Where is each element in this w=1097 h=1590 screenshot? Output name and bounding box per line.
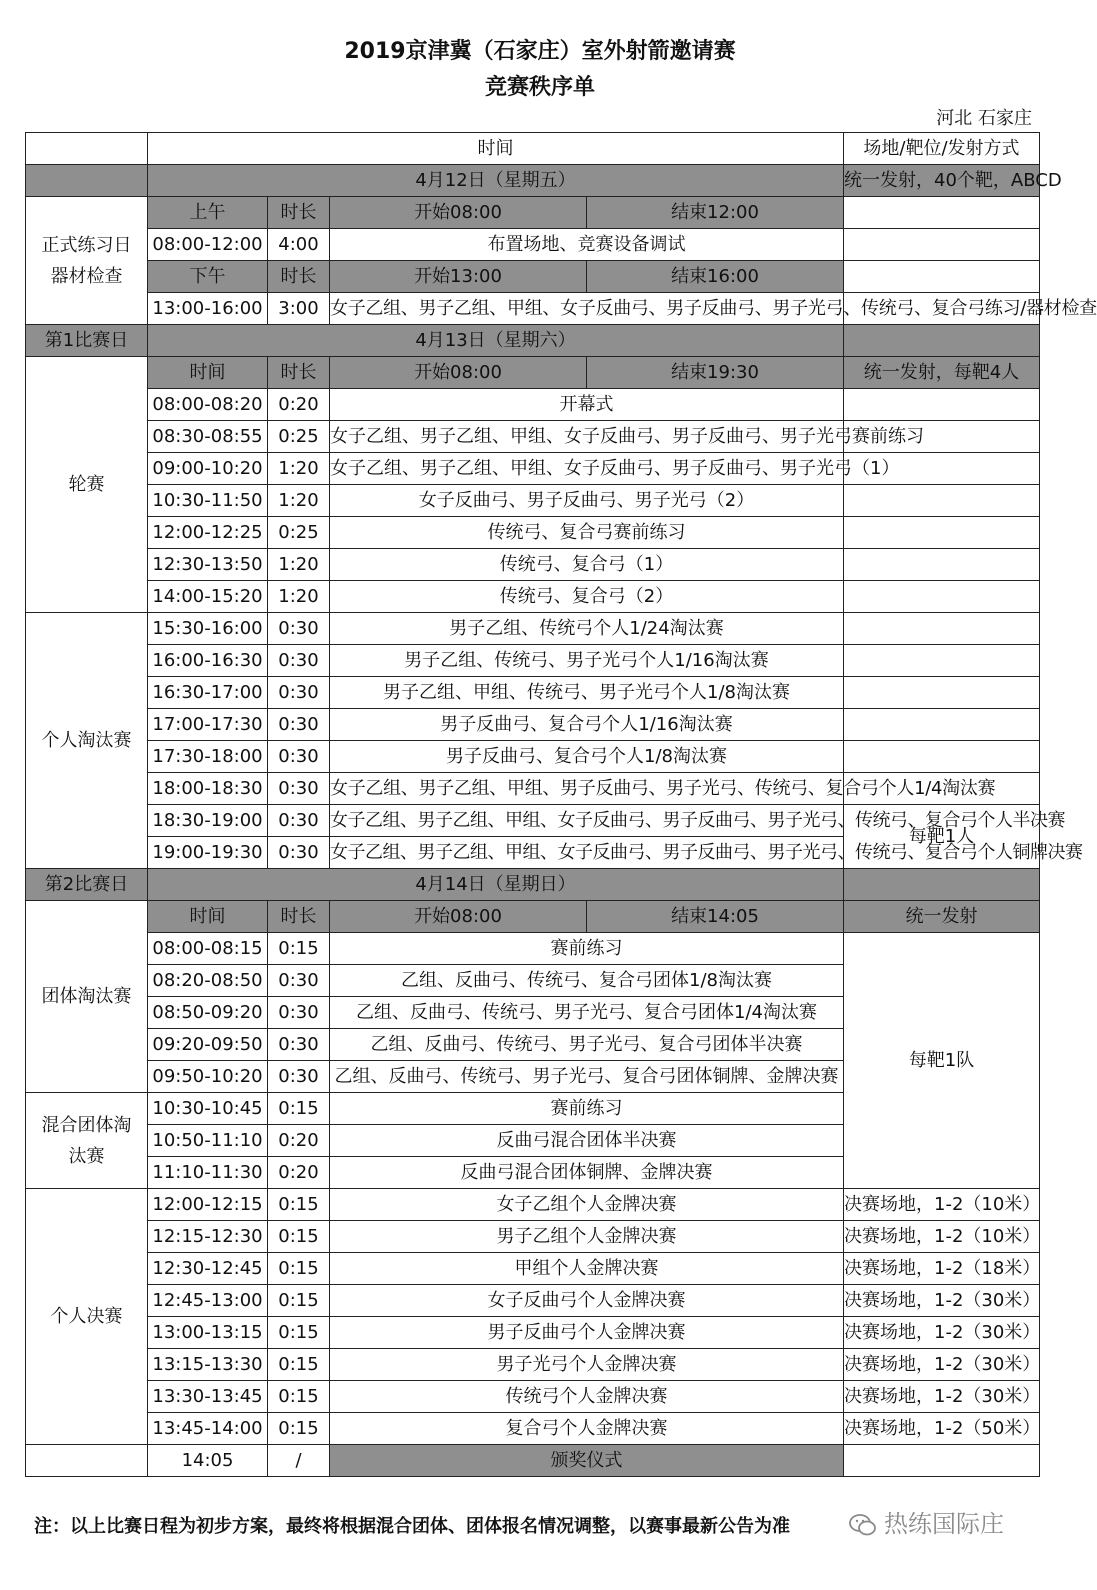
event-cell: 乙组、反曲弓、传统弓、男子光弓、复合弓团体1/4淘汰赛 (330, 997, 844, 1029)
duration-cell: 0:30 (268, 613, 330, 645)
duration-cell: 0:20 (268, 1125, 330, 1157)
venue-cell (844, 389, 1040, 421)
duration-cell: 0:30 (268, 741, 330, 773)
duration-cell: / (268, 1445, 330, 1477)
table-row (26, 1413, 1040, 1445)
time-cell: 08:00-08:15 (148, 933, 268, 965)
time-cell: 18:30-19:00 (148, 805, 268, 837)
end-label: 结束16:00 (587, 261, 844, 293)
event-cell: 布置场地、竞赛设备调试 (330, 229, 844, 261)
event-cell: 传统弓、复合弓赛前练习 (330, 517, 844, 549)
table-row (26, 1221, 1040, 1253)
time-cell: 16:30-17:00 (148, 677, 268, 709)
duration-cell: 0:15 (268, 933, 330, 965)
table-row (26, 1349, 1040, 1381)
time-cell: 10:50-11:10 (148, 1125, 268, 1157)
duration-cell: 0:15 (268, 1221, 330, 1253)
duration-cell: 0:15 (268, 1189, 330, 1221)
venue-head: 统一发射 (844, 901, 1040, 933)
table-row (26, 773, 1040, 805)
venue-cell: 决赛场地，1-2（10米） (844, 1221, 1040, 1253)
period-label: 下午 (148, 261, 268, 293)
end-label: 结束12:00 (587, 197, 844, 229)
event-cell: 男子乙组、甲组、传统弓、男子光弓个人1/8淘汰赛 (330, 677, 844, 709)
event-cell: 男子乙组、传统弓个人1/24淘汰赛 (330, 613, 844, 645)
time-cell: 12:30-13:50 (148, 549, 268, 581)
duration-cell: 0:15 (268, 1093, 330, 1125)
event-cell: 开幕式 (330, 389, 844, 421)
table-row (26, 1253, 1040, 1285)
event-cell: 反曲弓混合团体铜牌、金牌决赛 (330, 1157, 844, 1189)
table-row (26, 1285, 1040, 1317)
duration-cell: 0:30 (268, 997, 330, 1029)
blank-cell (26, 1445, 148, 1477)
time-cell: 08:30-08:55 (148, 421, 268, 453)
duration-cell: 0:20 (268, 1157, 330, 1189)
venue-cell: 决赛场地，1-2（10米） (844, 1189, 1040, 1221)
section-label (26, 1093, 148, 1189)
time-cell: 19:00-19:30 (148, 837, 268, 869)
time-cell: 12:30-12:45 (148, 1253, 268, 1285)
end-label: 结束19:30 (587, 357, 844, 389)
duration-cell: 0:30 (268, 677, 330, 709)
event-cell: 男子反曲弓个人金牌决赛 (330, 1317, 844, 1349)
end-label: 结束14:05 (587, 901, 844, 933)
duration-cell: 0:25 (268, 517, 330, 549)
time-cell: 10:30-10:45 (148, 1093, 268, 1125)
venue-cell: 决赛场地，1-2（30米） (844, 1349, 1040, 1381)
event-cell: 女子乙组、男子乙组、甲组、女子反曲弓、男子反曲弓、男子光弓（1） (330, 453, 844, 485)
period-row (26, 197, 1040, 229)
duration-cell: 0:30 (268, 965, 330, 997)
time-cell: 13:00-13:15 (148, 1317, 268, 1349)
section-label-text: 正式练习日器材检查 (41, 234, 132, 287)
start-label: 开始13:00 (330, 261, 587, 293)
period-row (26, 901, 1040, 933)
event-cell: 男子反曲弓、复合弓个人1/8淘汰赛 (330, 741, 844, 773)
header-time: 时间 (148, 133, 844, 165)
duration-cell: 0:15 (268, 1381, 330, 1413)
watermark (848, 1504, 1004, 1539)
section-label (26, 197, 148, 325)
table-row (26, 805, 1040, 837)
time-cell: 14:00-15:20 (148, 581, 268, 613)
section-label: 轮赛 (26, 357, 148, 613)
venue-cell: 决赛场地，1-2（30米） (844, 1285, 1040, 1317)
time-cell: 17:00-17:30 (148, 709, 268, 741)
time-cell: 11:10-11:30 (148, 1157, 268, 1189)
venue-cell: 决赛场地，1-2（50米） (844, 1413, 1040, 1445)
venue-cell: 每靶1队 (844, 933, 1040, 1189)
venue-cell (844, 709, 1040, 741)
footnote: 注：以上比赛日程为初步方案，最终将根据混合团体、团体报名情况调整，以赛事最新公告为准 (34, 1516, 790, 1537)
time-cell: 13:45-14:00 (148, 1413, 268, 1445)
time-cell: 13:15-13:30 (148, 1349, 268, 1381)
venue-cell (844, 677, 1040, 709)
duration-cell: 1:20 (268, 453, 330, 485)
event-cell: 反曲弓混合团体半决赛 (330, 1125, 844, 1157)
event-cell: 乙组、反曲弓、传统弓、男子光弓、复合弓团体铜牌、金牌决赛 (330, 1061, 844, 1093)
venue-cell (844, 261, 1040, 293)
duration-label: 时长 (268, 357, 330, 389)
day-row (26, 325, 1040, 357)
duration-label: 时长 (268, 197, 330, 229)
time-head: 时间 (148, 901, 268, 933)
table-row (26, 1445, 1040, 1477)
time-cell: 09:00-10:20 (148, 453, 268, 485)
event-cell: 男子乙组个人金牌决赛 (330, 1221, 844, 1253)
venue-cell (844, 1445, 1040, 1477)
event-cell: 传统弓、复合弓（1） (330, 549, 844, 581)
time-cell: 08:20-08:50 (148, 965, 268, 997)
day-row (26, 165, 1040, 197)
table-row (26, 293, 1040, 325)
day-label: 第2比赛日 (26, 869, 148, 901)
event-cell: 乙组、反曲弓、传统弓、男子光弓、复合弓团体半决赛 (330, 1029, 844, 1061)
table-row (26, 1317, 1040, 1349)
start-label: 开始08:00 (330, 197, 587, 229)
day-venue (844, 325, 1040, 357)
duration-cell: 0:30 (268, 709, 330, 741)
event-cell: 女子乙组、男子乙组、甲组、女子反曲弓、男子反曲弓、男子光弓、传统弓、复合弓练习/器材检查 (330, 293, 844, 325)
schedule-table (25, 132, 1097, 1477)
period-label: 上午 (148, 197, 268, 229)
venue-cell (844, 517, 1040, 549)
event-cell: 乙组、反曲弓、传统弓、复合弓团体1/8淘汰赛 (330, 965, 844, 997)
duration-cell: 0:30 (268, 773, 330, 805)
event-cell: 女子乙组、男子乙组、甲组、女子反曲弓、男子反曲弓、男子光弓、传统弓、复合弓个人半决赛 (330, 805, 844, 837)
time-cell: 13:00-16:00 (148, 293, 268, 325)
table-row (26, 229, 1040, 261)
event-cell: 男子光弓个人金牌决赛 (330, 1349, 844, 1381)
time-cell: 15:30-16:00 (148, 613, 268, 645)
event-cell: 女子反曲弓个人金牌决赛 (330, 1285, 844, 1317)
location-label: 河北 石家庄 (936, 108, 1032, 129)
table-row (26, 421, 1040, 453)
time-cell: 12:45-13:00 (148, 1285, 268, 1317)
section-label: 个人决赛 (26, 1189, 148, 1445)
table-row (26, 517, 1040, 549)
event-cell: 颁奖仪式 (330, 1445, 844, 1477)
duration-cell: 0:15 (268, 1253, 330, 1285)
duration-cell: 0:15 (268, 1317, 330, 1349)
duration-cell: 0:30 (268, 837, 330, 869)
table-row (26, 613, 1040, 645)
time-cell: 09:20-09:50 (148, 1029, 268, 1061)
event-cell: 女子乙组、男子乙组、甲组、女子反曲弓、男子反曲弓、男子光弓赛前练习 (330, 421, 844, 453)
table-row (26, 933, 1040, 965)
table-row (26, 1381, 1040, 1413)
day-date: 4月13日（星期六） (148, 325, 844, 357)
section-label-text: 混合团体淘汰赛 (41, 1114, 132, 1167)
day-label (26, 165, 148, 197)
blank-cell (26, 133, 148, 165)
section-label: 团体淘汰赛 (26, 901, 148, 1093)
event-cell: 男子乙组、传统弓、男子光弓个人1/16淘汰赛 (330, 645, 844, 677)
event-cell: 男子反曲弓、复合弓个人1/16淘汰赛 (330, 709, 844, 741)
time-head: 时间 (148, 357, 268, 389)
table-row (26, 549, 1040, 581)
duration-cell: 0:15 (268, 1349, 330, 1381)
duration-cell: 0:15 (268, 1285, 330, 1317)
time-cell: 14:05 (148, 1445, 268, 1477)
duration-cell: 1:20 (268, 581, 330, 613)
venue-cell: 每靶1人 (844, 805, 1040, 869)
start-label: 开始08:00 (330, 357, 587, 389)
duration-cell: 0:20 (268, 389, 330, 421)
venue-cell: 决赛场地，1-2（30米） (844, 1381, 1040, 1413)
duration-cell: 0:30 (268, 1029, 330, 1061)
duration-label: 时长 (268, 261, 330, 293)
duration-label: 时长 (268, 901, 330, 933)
venue-cell (844, 549, 1040, 581)
duration-cell: 1:20 (268, 485, 330, 517)
time-cell: 13:30-13:45 (148, 1381, 268, 1413)
table-row (26, 485, 1040, 517)
event-cell: 传统弓、复合弓（2） (330, 581, 844, 613)
duration-cell: 0:30 (268, 1061, 330, 1093)
day-venue: 统一发射，40个靶，ABCD (844, 165, 1040, 197)
venue-cell (844, 485, 1040, 517)
table-header-row (26, 133, 1040, 165)
time-cell: 09:50-10:20 (148, 1061, 268, 1093)
time-cell: 08:00-08:20 (148, 389, 268, 421)
event-cell: 赛前练习 (330, 1093, 844, 1125)
wechat-icon (848, 1512, 878, 1538)
time-cell: 12:00-12:15 (148, 1189, 268, 1221)
time-cell: 18:00-18:30 (148, 773, 268, 805)
duration-cell: 0:30 (268, 645, 330, 677)
duration-cell: 3:00 (268, 293, 330, 325)
time-cell: 16:00-16:30 (148, 645, 268, 677)
day-row (26, 869, 1040, 901)
page-subtitle: 竞赛秩序单 (484, 75, 595, 100)
time-cell: 08:50-09:20 (148, 997, 268, 1029)
venue-head: 统一发射，每靶4人 (844, 357, 1040, 389)
event-cell: 女子反曲弓、男子反曲弓、男子光弓（2） (330, 485, 844, 517)
venue-cell (844, 741, 1040, 773)
venue-cell (844, 613, 1040, 645)
venue-cell (844, 581, 1040, 613)
period-row (26, 357, 1040, 389)
time-cell: 17:30-18:00 (148, 741, 268, 773)
time-cell: 12:15-12:30 (148, 1221, 268, 1253)
section-label: 个人淘汰赛 (26, 613, 148, 869)
page-title: 2019京津冀（石家庄）室外射箭邀请赛 (344, 39, 736, 64)
event-cell: 女子乙组个人金牌决赛 (330, 1189, 844, 1221)
venue-cell (844, 229, 1040, 261)
event-cell: 女子乙组、男子乙组、甲组、女子反曲弓、男子反曲弓、男子光弓、传统弓、复合弓个人铜牌决赛 (330, 837, 844, 869)
duration-cell: 0:30 (268, 805, 330, 837)
duration-cell: 4:00 (268, 229, 330, 261)
day-date: 4月14日（星期日） (148, 869, 844, 901)
venue-cell: 决赛场地，1-2（30米） (844, 1317, 1040, 1349)
day-venue (844, 869, 1040, 901)
table-row (26, 677, 1040, 709)
event-cell: 传统弓个人金牌决赛 (330, 1381, 844, 1413)
time-cell: 12:00-12:25 (148, 517, 268, 549)
duration-cell: 1:20 (268, 549, 330, 581)
start-label: 开始08:00 (330, 901, 587, 933)
venue-cell (844, 645, 1040, 677)
watermark-text: 热练国际庄 (884, 1510, 1004, 1538)
day-date: 4月12日（星期五） (148, 165, 844, 197)
table-row (26, 741, 1040, 773)
event-cell: 复合弓个人金牌决赛 (330, 1413, 844, 1445)
event-cell: 甲组个人金牌决赛 (330, 1253, 844, 1285)
time-cell: 08:00-12:00 (148, 229, 268, 261)
duration-cell: 0:25 (268, 421, 330, 453)
venue-cell: 决赛场地，1-2（18米） (844, 1253, 1040, 1285)
table-row (26, 389, 1040, 421)
duration-cell: 0:15 (268, 1413, 330, 1445)
day-label: 第1比赛日 (26, 325, 148, 357)
period-row (26, 261, 1040, 293)
event-cell: 赛前练习 (330, 933, 844, 965)
table-row (26, 709, 1040, 741)
time-cell: 10:30-11:50 (148, 485, 268, 517)
table-row (26, 1189, 1040, 1221)
header-venue: 场地/靶位/发射方式 (844, 133, 1040, 165)
event-cell: 女子乙组、男子乙组、甲组、男子反曲弓、男子光弓、传统弓、复合弓个人1/4淘汰赛 (330, 773, 844, 805)
table-row (26, 645, 1040, 677)
table-row (26, 581, 1040, 613)
venue-cell (844, 197, 1040, 229)
table-row (26, 453, 1040, 485)
